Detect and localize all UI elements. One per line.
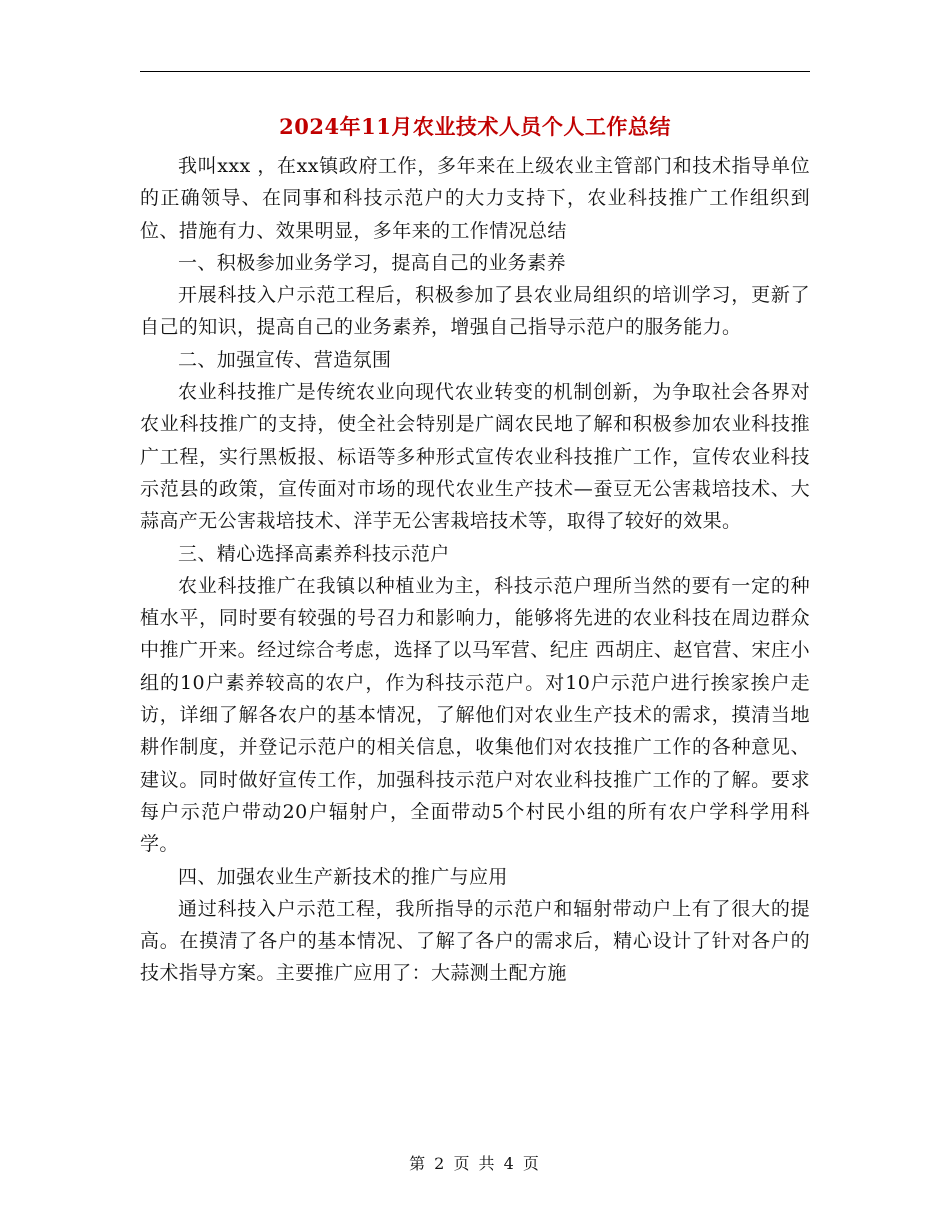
section-paragraph-2: 农业科技推广是传统农业向现代农业转变的机制创新，为争取社会各界对农业科技推广的支持，使全社会特别是广阔农民地了解和积极参加农业科技推广工程，实行黑板报、标语等多种形式宣传农业科技推广工作，宣传农业科技示范县的政策，宣传面对市场的现代农业生产技术—蚕豆无公害栽培技术、大蒜高产无公害栽培技术、洋芋无公害栽培技术等，取得了较好的效果。 [140, 381, 810, 533]
section-paragraph-3: 农业科技推广在我镇以种植业为主，科技示范户理所当然的要有一定的种植水平，同时要有较强的号召力和影响力，能够将先进的农业科技在周边群众中推广开来。经过综合考虑，选择了以马军营、纪庄 西胡庄、赵官营、宋庄小组的10户素养较高的农户，作为科技示范户。对10户示范户进行挨家挨户走访，详细了解各农户的基本情况，了解他们对农业生产技术的需求，摸清当地耕作制度，并登记示范户的相关信息，收集他们对农技推广工作的各种意见、建议。同时做好宣传工作，加强科技示范户对农业科技推广工作的了解。要求每户示范户带动20户辐射户，全面带动5个村民小组的所有农户学科学用科学。 [140, 574, 810, 856]
intro-paragraph: 我叫xxx ，在xx镇政府工作，多年来在上级农业主管部门和技术指导单位的正确领导、在同事和科技示范户的大力支持下，农业科技推广工作组织到位、措施有力、效果明显，多年来的工作情况总结 [140, 155, 810, 242]
section-paragraph-1: 开展科技入户示范工程后，积极参加了县农业局组织的培训学习，更新了自己的知识，提高自己的业务素养，增强自己指导示范户的服务能力。 [140, 284, 810, 339]
section-heading-4: 四、加强农业生产新技术的推广与应用 [178, 865, 508, 888]
page-number-footer: 第 2 页 共 4 页 [409, 1154, 541, 1173]
header-rule [140, 71, 810, 72]
document-title: 2024年11月农业技术人员个人工作总结 [279, 114, 671, 139]
section-paragraph-4: 通过科技入户示范工程，我所指导的示范户和辐射带动户上有了很大的提高。在摸清了各户的基本情况、了解了各户的需求后，精心设计了针对各户的技术指导方案。主要推广应用了：大蒜测土配方施 [140, 897, 810, 985]
section-heading-3: 三、精心选择高素养科技示范户 [178, 542, 450, 565]
section-heading-2: 二、加强宣传、营造氛围 [178, 348, 392, 371]
section-heading-1: 一、积极参加业务学习，提高自己的业务素养 [178, 251, 567, 274]
document-body [140, 150, 810, 990]
